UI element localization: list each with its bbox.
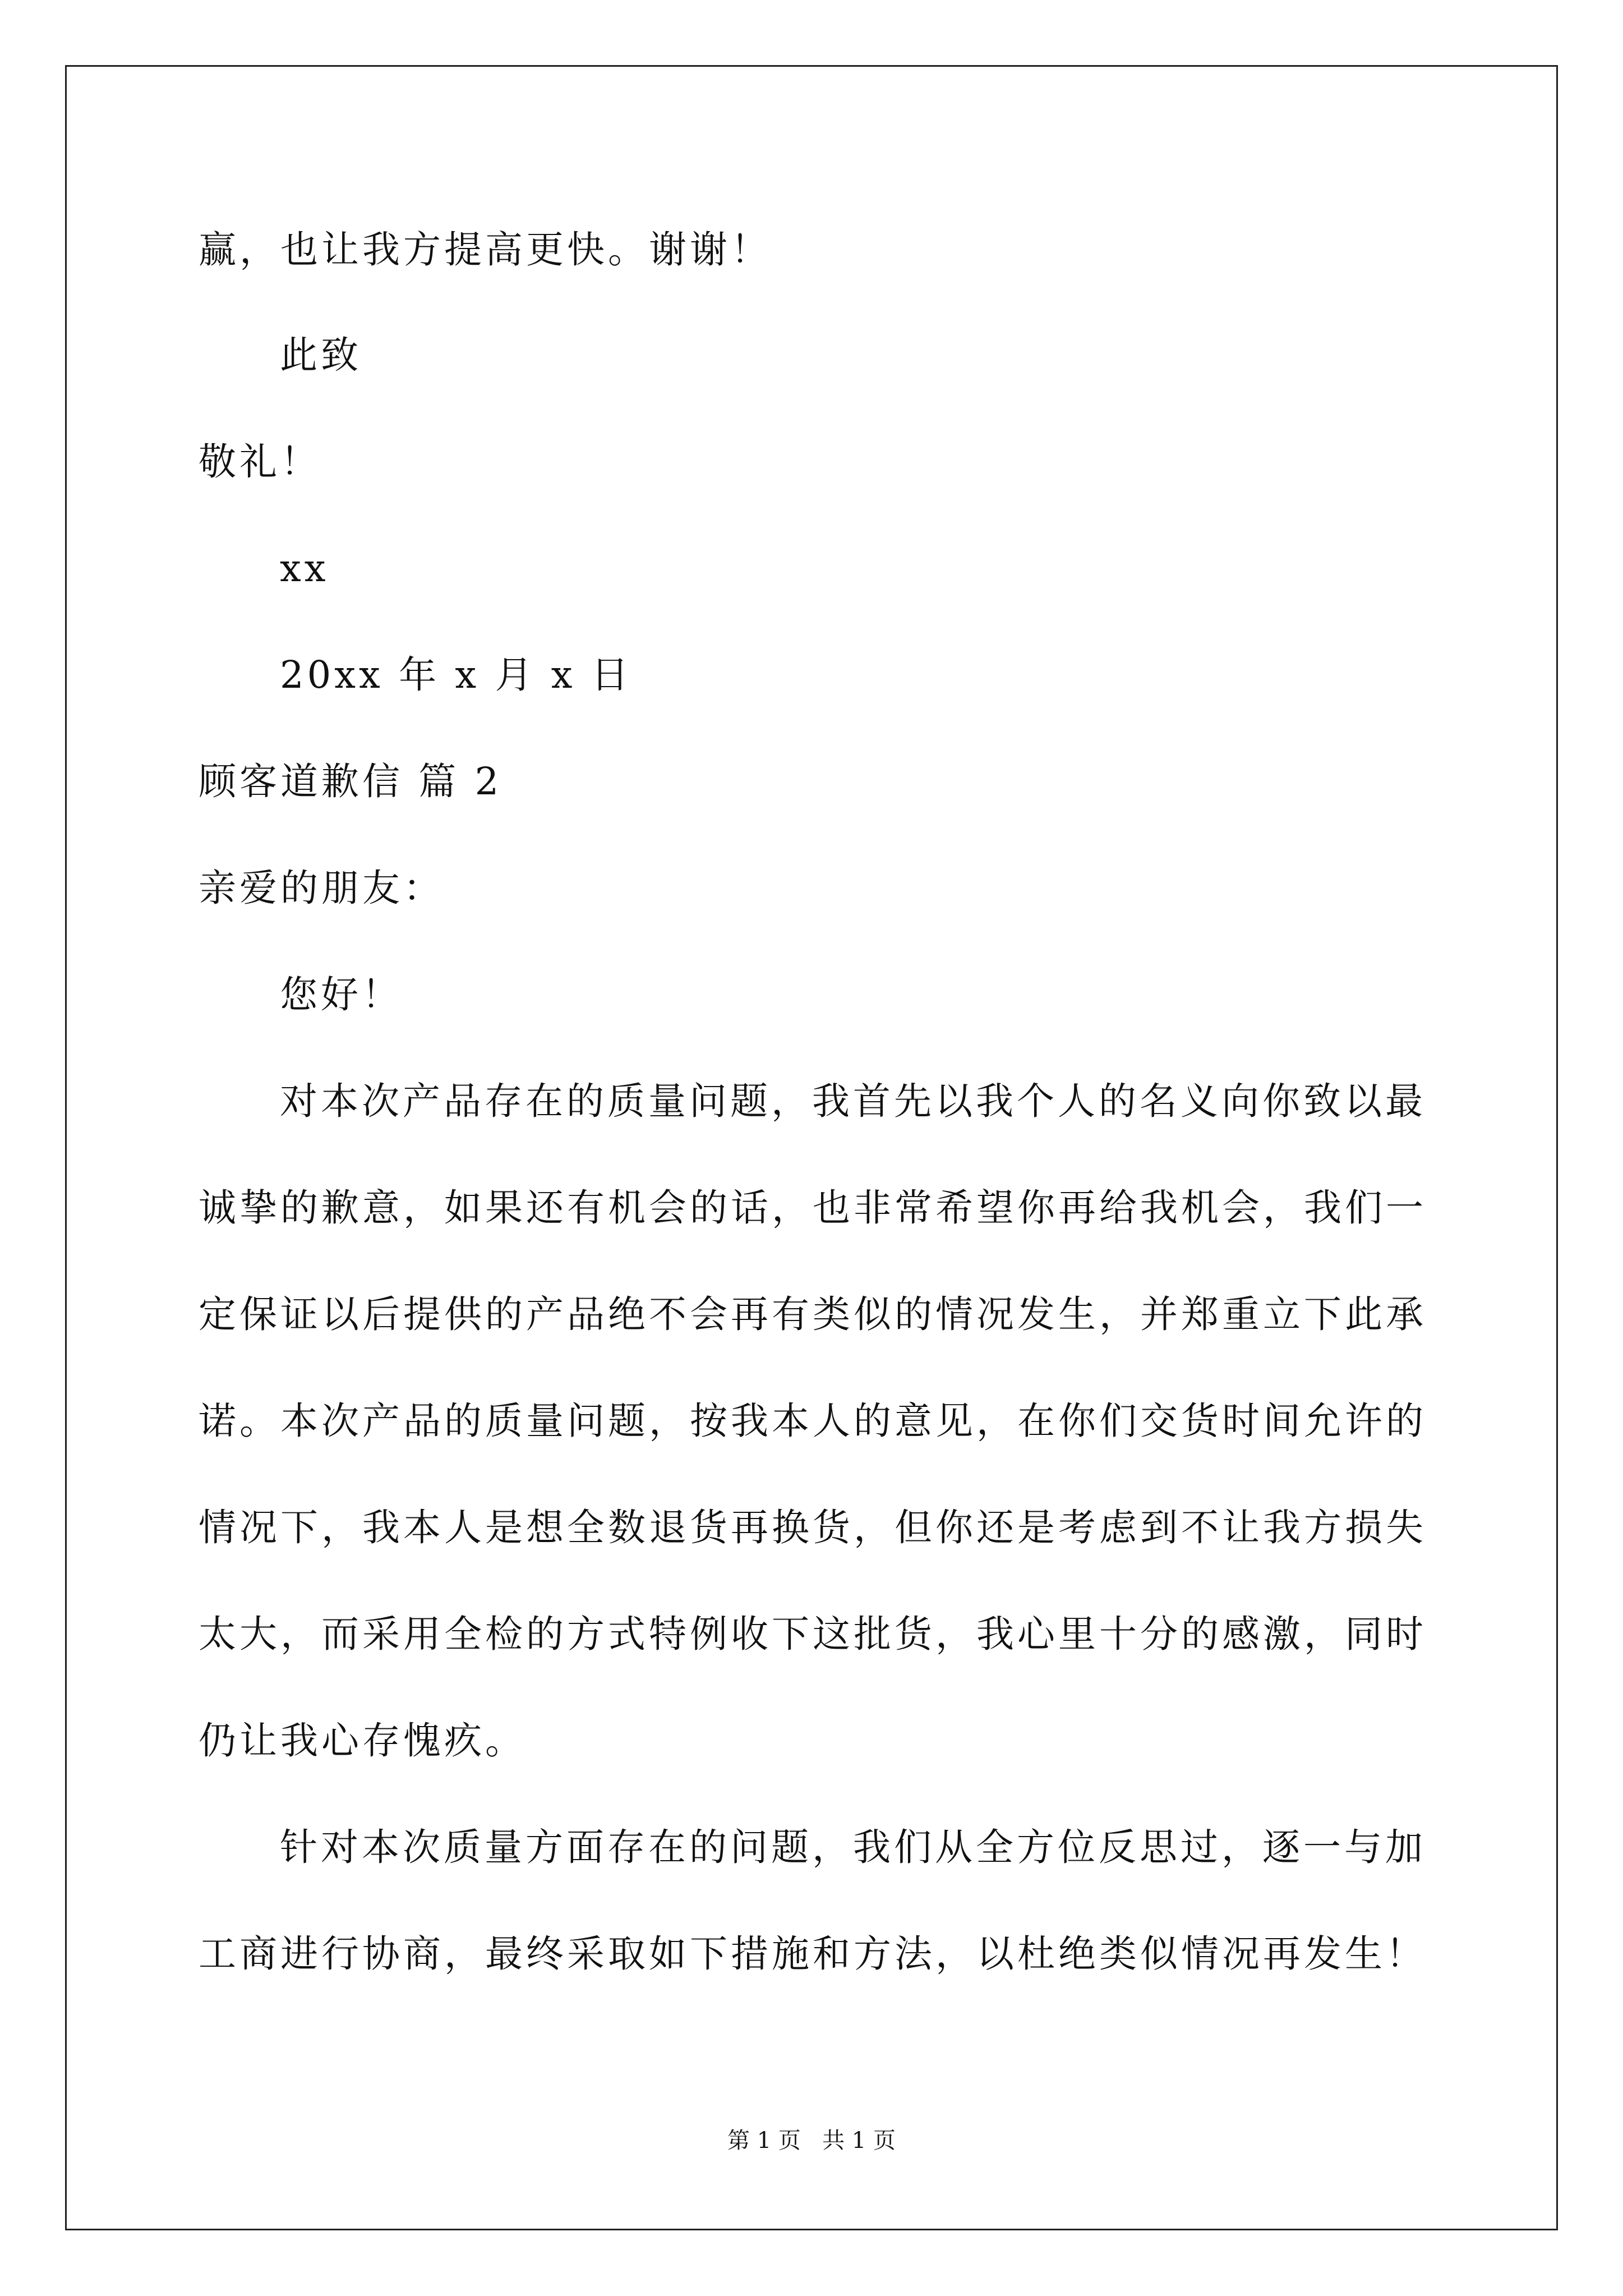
paragraph-line: 仍让我心存愧疚。 <box>199 1719 526 1763</box>
text-line: 赢，也让我方提高更快。谢谢！ <box>199 228 772 272</box>
signature-date: 20xx 年 x 月 x 日 <box>280 653 632 697</box>
paragraph-line: 对本次产品存在的质量问题，我首先以我个人的名义向你致以最 <box>280 1079 1426 1123</box>
paragraph-line: 太大，而采用全检的方式特例收下这批货，我心里十分的感激，同时 <box>199 1612 1427 1656</box>
paragraph-line: 诺。本次产品的质量问题，按我本人的意见，在你们交货时间允许的 <box>199 1399 1427 1443</box>
greeting: 亲爱的朋友： <box>199 866 444 910</box>
paragraph-line: 针对本次质量方面存在的问题，我们从全方位反思过，逐一与加 <box>280 1825 1426 1869</box>
paragraph-line: 情况下，我本人是想全数退货再换货，但你还是考虑到不让我方损失 <box>199 1506 1427 1549</box>
closing-regards: 敬礼！ <box>199 440 321 484</box>
page-footer: 第 1 页 共 1 页 <box>727 2128 896 2154</box>
closing-salutation: 此致 <box>280 333 362 377</box>
section-heading: 顾客道歉信 篇 2 <box>199 760 502 803</box>
paragraph-line: 诚挚的歉意，如果还有机会的话，也非常希望你再给我机会，我们一 <box>199 1186 1427 1230</box>
signature-name: xx <box>280 546 329 590</box>
greeting-hello: 您好！ <box>280 973 403 1016</box>
paragraph-line: 定保证以后提供的产品绝不会再有类似的情况发生，并郑重立下此承 <box>199 1292 1427 1336</box>
paragraph-line: 工商进行协商，最终采取如下措施和方法，以杜绝类似情况再发生！ <box>199 1932 1427 1976</box>
page-border <box>65 65 1558 2230</box>
